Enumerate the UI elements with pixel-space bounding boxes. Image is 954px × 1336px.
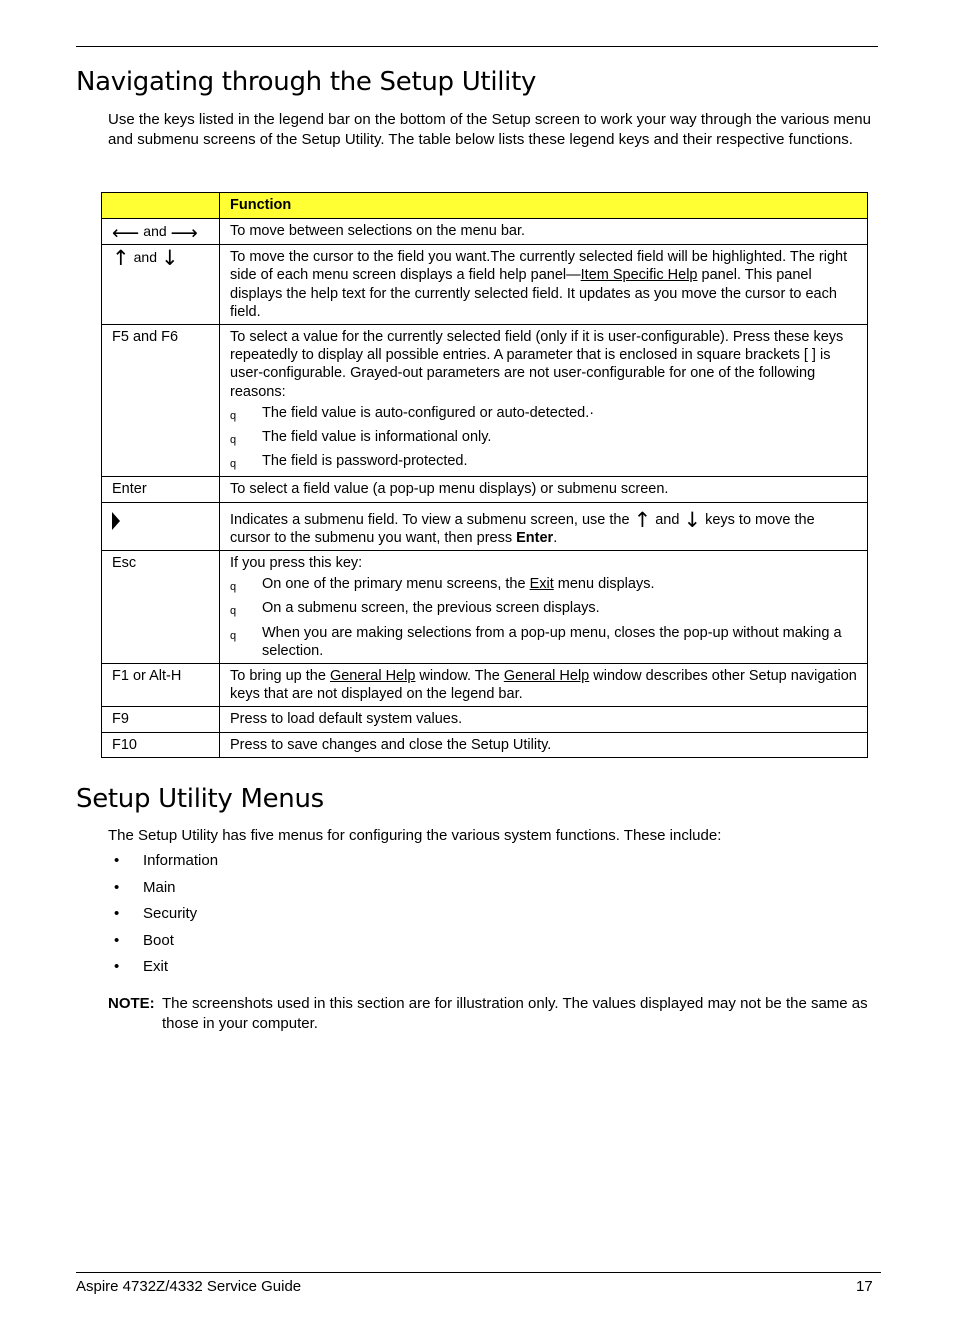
function-text: Press to save changes and close the Setup Utility. bbox=[220, 732, 868, 757]
text-fragment: window describes other Setup navigation keys that are not displayed on the legend bar. bbox=[230, 668, 857, 703]
right-arrow-icon: ⟶ bbox=[170, 222, 198, 244]
and-label: and bbox=[655, 511, 680, 528]
list-item bbox=[108, 932, 218, 959]
list-item-text: When you are making selections from a pop-up menu, closes the pop-up without making a selection. bbox=[262, 624, 842, 659]
key-left-right bbox=[102, 219, 220, 245]
up-arrow-icon: ↑ bbox=[112, 246, 130, 271]
header-rule bbox=[76, 46, 878, 47]
bullet-icon: q bbox=[230, 581, 237, 594]
key-submenu bbox=[102, 502, 220, 550]
menu-name: Boot bbox=[143, 931, 174, 949]
note-label: NOTE: bbox=[108, 995, 155, 1012]
list-item-text bbox=[262, 575, 655, 596]
text-fragment: To move the cursor to the field you want.The currently selected field will be highlighted. The right side of each menu screen displays a field help panel— bbox=[230, 249, 848, 284]
table-row bbox=[102, 732, 868, 757]
key-up-down bbox=[102, 245, 220, 325]
text-fragment: On one of the primary menu screens, the bbox=[262, 576, 530, 593]
bullet-icon: q bbox=[230, 458, 237, 471]
table-row bbox=[102, 664, 868, 707]
list-item bbox=[108, 879, 218, 906]
list-item-text: The field is password-protected. bbox=[262, 453, 468, 470]
down-arrow-icon: ↓ bbox=[683, 507, 702, 532]
table-row bbox=[102, 477, 868, 502]
table-row bbox=[102, 551, 868, 664]
and-label: and bbox=[143, 223, 167, 239]
down-arrow-icon: ↓ bbox=[161, 246, 179, 271]
function-text bbox=[220, 664, 868, 707]
exit-link[interactable]: Exit bbox=[529, 576, 554, 593]
table-header-row bbox=[102, 193, 868, 219]
list-item bbox=[108, 852, 218, 879]
menu-name: Main bbox=[143, 878, 176, 896]
function-text bbox=[220, 502, 868, 550]
intro-paragraph: Use the keys listed in the legend bar on the bottom of the Setup screen to work your way through the various menu and submenu screens of the Setup Utility. The table below lists these legend keys and their respective functions. bbox=[108, 111, 871, 148]
menus-intro-paragraph: The Setup Utility has five menus for configuring the various system functions. These include: bbox=[108, 827, 722, 844]
table-row bbox=[102, 502, 868, 550]
menus-list bbox=[108, 852, 218, 985]
menu-name: Exit bbox=[143, 958, 169, 975]
function-description: If you press this key: bbox=[230, 555, 363, 572]
text-fragment: Indicates a submenu field. To view a submenu screen, use the bbox=[230, 511, 634, 528]
table-row bbox=[102, 245, 868, 325]
and-label: and bbox=[133, 249, 157, 266]
text-fragment: keys to move the cursor to the submenu you want, then press bbox=[230, 511, 815, 546]
header-function: Function bbox=[220, 193, 868, 219]
function-text: To select a field value (a pop-up menu displays) or submenu screen. bbox=[220, 477, 868, 502]
text-fragment: . bbox=[553, 529, 558, 546]
bullet-icon: • bbox=[114, 905, 120, 922]
text-fragment: menu displays. bbox=[553, 576, 655, 593]
menu-name: Security bbox=[143, 905, 198, 922]
bullet-icon: q bbox=[230, 434, 237, 447]
table-row bbox=[102, 219, 868, 245]
submenu-triangle-icon bbox=[112, 512, 120, 530]
list-item-text: The field value is auto-configured or auto-detected.· bbox=[262, 404, 595, 421]
key-f9: F9 bbox=[102, 707, 220, 732]
text-fragment: panel. This panel displays the help text for the currently selected field. It updates as you move the cursor to each field. bbox=[230, 267, 837, 320]
function-text: Press to load default system values. bbox=[220, 707, 868, 732]
bullet-icon: • bbox=[114, 958, 120, 975]
footer-rule bbox=[76, 1272, 881, 1273]
key-enter: Enter bbox=[102, 477, 220, 502]
general-help-link[interactable]: General Help bbox=[503, 668, 590, 685]
note-text: The screenshots used in this section are for illustration only. The values displayed may not be the same as those in your computer. bbox=[162, 995, 868, 1032]
list-item bbox=[230, 575, 857, 596]
list-item-text: On a submenu screen, the previous screen displays. bbox=[262, 600, 600, 617]
function-description: To select a value for the currently selected field (only if it is user-configurable). Press these keys repeatedly to display all possible entries. A parameter that is enclosed in square brackets [ ] is user-configurable. Grayed-out parameters are not user-configurable for one of the following reasons: bbox=[230, 329, 844, 400]
list-item bbox=[230, 599, 857, 620]
up-arrow-icon: ↑ bbox=[633, 507, 652, 532]
text-fragment: window. The bbox=[415, 668, 504, 685]
footer-title: Aspire 4732Z/4332 Service Guide bbox=[76, 1278, 302, 1295]
note-block bbox=[108, 994, 868, 1034]
bullet-icon: • bbox=[114, 878, 120, 896]
enter-bold: Enter bbox=[516, 529, 554, 546]
menu-name: Information bbox=[143, 852, 219, 869]
bullet-icon: q bbox=[230, 605, 237, 618]
list-item bbox=[230, 404, 857, 425]
header-key bbox=[102, 193, 220, 219]
key-f10: F10 bbox=[102, 732, 220, 757]
key-f1-alth: F1 or Alt-H bbox=[102, 664, 220, 707]
section-title-navigating: Navigating through the Setup Utility bbox=[76, 67, 537, 97]
list-item bbox=[230, 428, 857, 449]
bullet-icon: • bbox=[114, 931, 120, 949]
key-f5-f6: F5 and F6 bbox=[102, 325, 220, 477]
function-text bbox=[220, 325, 868, 477]
bullet-icon: q bbox=[230, 409, 237, 422]
legend-keys-table bbox=[101, 192, 868, 758]
list-item bbox=[230, 624, 857, 660]
list-item-text: The field value is informational only. bbox=[262, 429, 492, 446]
key-esc: Esc bbox=[102, 551, 220, 664]
function-text: To move between selections on the menu bar. bbox=[220, 219, 868, 245]
general-help-link[interactable]: General Help bbox=[329, 668, 416, 685]
section-title-menus: Setup Utility Menus bbox=[76, 784, 324, 814]
table-row bbox=[102, 707, 868, 732]
item-specific-help-link[interactable]: Item Specific Help bbox=[580, 267, 698, 284]
list-item bbox=[230, 452, 857, 473]
bullet-icon: q bbox=[230, 629, 237, 642]
function-text bbox=[220, 551, 868, 664]
bullet-icon: • bbox=[114, 852, 120, 869]
function-text bbox=[220, 245, 868, 325]
table-row bbox=[102, 325, 868, 477]
page-number: 17 bbox=[856, 1278, 873, 1295]
list-item bbox=[108, 905, 218, 932]
text-fragment: To bring up the bbox=[230, 668, 330, 685]
left-arrow-icon: ⟵ bbox=[112, 222, 140, 244]
list-item bbox=[108, 958, 218, 985]
